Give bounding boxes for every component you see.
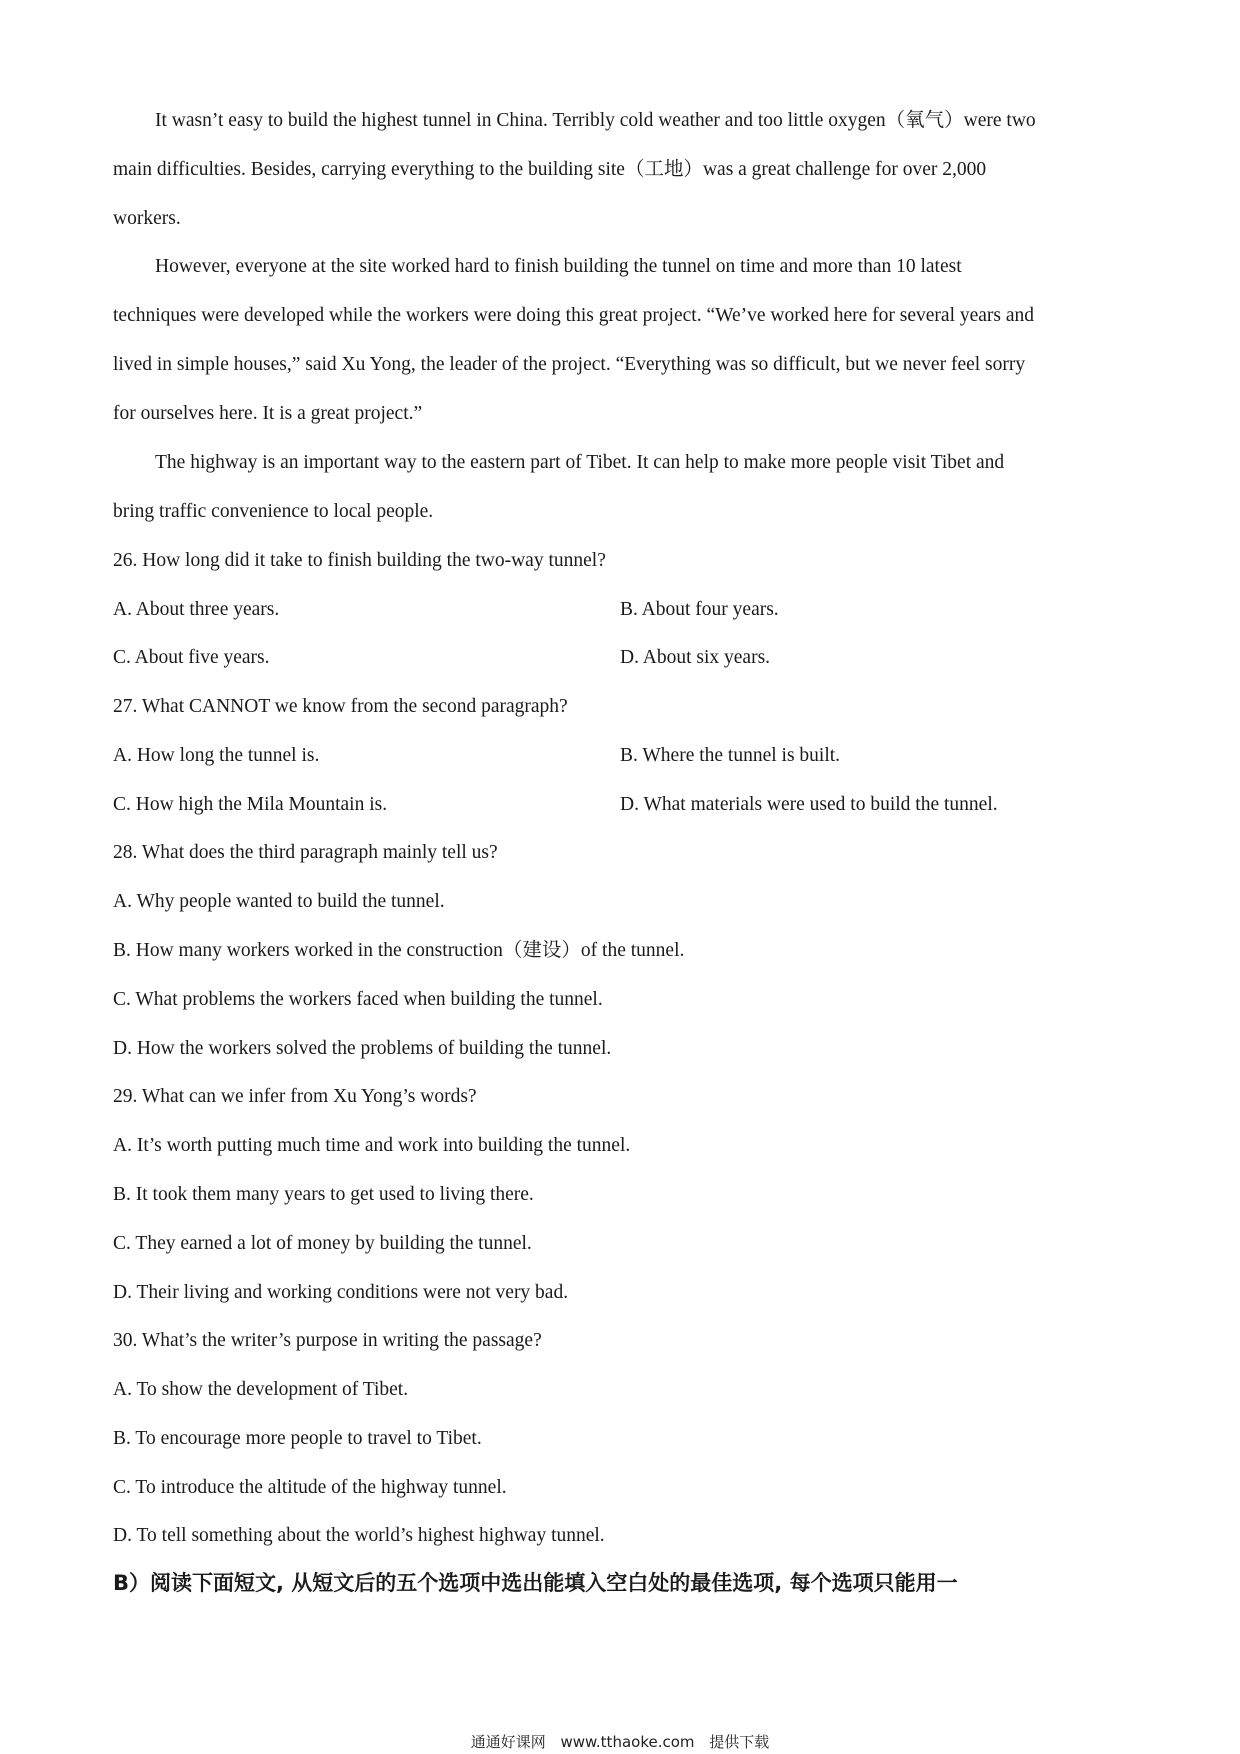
option-d: D. How the workers solved the problems of building the tunnel. (113, 1038, 612, 1059)
passage-line: bring traffic convenience to local people. (113, 501, 434, 522)
passage-line: for ourselves here. It is a great project.” (113, 403, 423, 424)
option-a: A. How long the tunnel is. (113, 745, 320, 766)
section-b-heading: B）阅读下面短文, 从短文后的五个选项中选出能填入空白处的最佳选项, 每个选项只能用一 (113, 1571, 958, 1595)
option-d: D. Their living and working conditions were not very bad. (113, 1282, 569, 1303)
footer-url[interactable]: www.tthaoke.com (560, 1733, 695, 1751)
question-stem: 28. What does the third paragraph mainly tell us? (113, 842, 498, 863)
footer-site-name: 通通好课网 (470, 1733, 546, 1751)
option-c: C. About five years. (113, 647, 270, 668)
passage-line: lived in simple houses,” said Xu Yong, the leader of the project. “Everything was so difficult, but we never feel sorry (113, 354, 1026, 375)
option-b: B. Where the tunnel is built. (620, 745, 841, 766)
option-b: B. How many workers worked in the construction（建设）of the tunnel. (113, 940, 685, 961)
option-c: C. What problems the workers faced when building the tunnel. (113, 989, 603, 1010)
option-c: C. How high the Mila Mountain is. (113, 794, 388, 815)
passage-line: However, everyone at the site worked hard to finish building the tunnel on time and more than 10 latest (155, 256, 962, 277)
passage-line: It wasn’t easy to build the highest tunnel in China. Terribly cold weather and too little oxygen（氧气）were two (155, 110, 1036, 131)
option-b: B. About four years. (620, 599, 779, 620)
option-a: A. It’s worth putting much time and work into building the tunnel. (113, 1135, 631, 1156)
question-stem: 30. What’s the writer’s purpose in writing the passage? (113, 1330, 542, 1351)
option-a: A. To show the development of Tibet. (113, 1379, 409, 1400)
option-c: C. To introduce the altitude of the highway tunnel. (113, 1477, 507, 1498)
option-d: D. About six years. (620, 647, 771, 668)
passage-line: The highway is an important way to the eastern part of Tibet. It can help to make more people visit Tibet and (155, 452, 1005, 473)
option-a: A. About three years. (113, 599, 280, 620)
passage-line: main difficulties. Besides, carrying everything to the building site（工地）was a great challenge for over 2,000 (113, 159, 987, 180)
option-b: B. It took them many years to get used to living there. (113, 1184, 534, 1205)
option-b: B. To encourage more people to travel to Tibet. (113, 1428, 482, 1449)
question-stem: 27. What CANNOT we know from the second paragraph? (113, 696, 568, 717)
passage-line: workers. (113, 208, 181, 229)
option-c: C. They earned a lot of money by building the tunnel. (113, 1233, 532, 1254)
option-a: A. Why people wanted to build the tunnel. (113, 891, 445, 912)
option-d: D. To tell something about the world’s highest highway tunnel. (113, 1525, 605, 1546)
option-d: D. What materials were used to build the tunnel. (620, 794, 998, 815)
page-footer (0, 1735, 1240, 1750)
passage-line: techniques were developed while the workers were doing this great project. “We’ve worked here for several years and (113, 305, 1035, 326)
question-stem: 29. What can we infer from Xu Yong’s words? (113, 1086, 477, 1107)
footer-note: 提供下载 (709, 1733, 770, 1751)
question-stem: 26. How long did it take to finish building the two-way tunnel? (113, 550, 606, 571)
